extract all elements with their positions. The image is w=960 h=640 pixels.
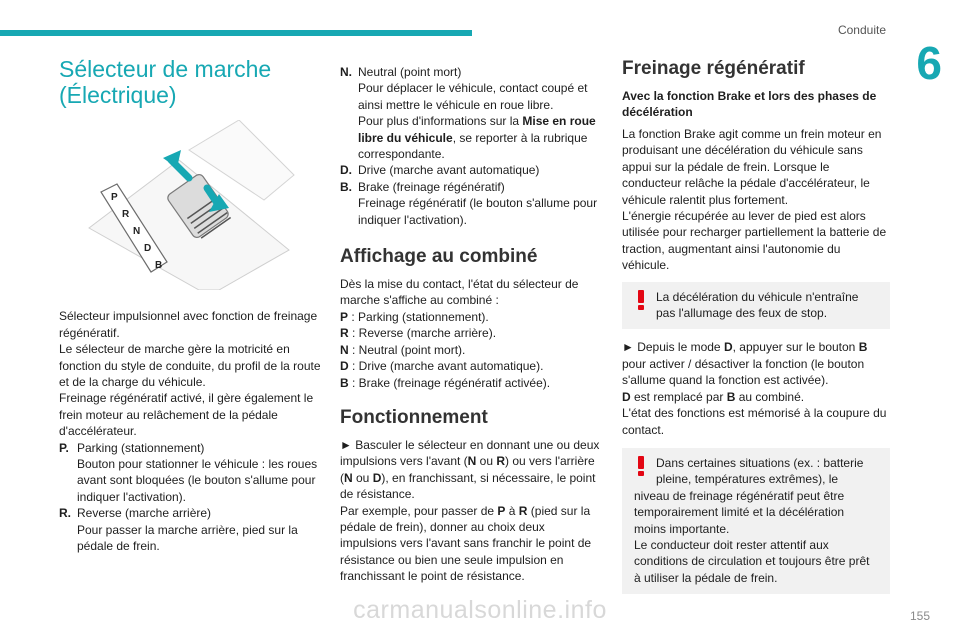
figure-letter-b: B — [155, 260, 163, 271]
display-intro: Dès la mise du contact, l'état du sélecteur de marche s'affiche au combiné : — [340, 277, 579, 308]
regen-paragraph-1: La fonction Brake agit comme un frein moteur en produisant une décélération du véhicule sans appui sur la pédale de frein. Lorsque le conducteur relâche la pédale d'accélérateur, le véhicule ralentit plus fortement. — [622, 127, 882, 207]
definition-desc: Pour passer la marche arrière, pied sur la pédale de frein. — [77, 522, 298, 554]
definition-n — [340, 64, 604, 162]
section-name: Conduite — [837, 23, 886, 37]
definition-d — [340, 162, 604, 178]
regen-memory: L'état des fonctions est mémorisé à la coupure du contact. — [622, 406, 887, 437]
definition-key: P. — [59, 440, 69, 455]
section-heading-regen: Freinage régénératif — [622, 58, 805, 79]
warning-note-2 — [622, 448, 890, 594]
section-heading-operation: Fonctionnement — [340, 406, 488, 428]
page-title-line2: (Électrique) — [59, 82, 177, 108]
definition-p — [59, 440, 321, 506]
figure-letter-n: N — [133, 226, 141, 237]
display-item-p: P : Parking (stationnement). — [340, 309, 489, 324]
page-title — [59, 56, 321, 108]
definition-r — [59, 505, 321, 554]
definition-key: N. — [340, 65, 352, 79]
display-item-d: D : Drive (marche avant automatique). — [340, 359, 544, 374]
warning-text-attention: Le conducteur doit rester attentif aux conditions de circulation et toujours être prêt à utiliser la pédale de frein. — [634, 537, 870, 585]
operation-example: Par exemple, pour passer de P à R (pied sur la pédale de frein), donner au choix deux impulsions vers l'avant sans franchir le point de résistance ou bien une seule impulsion en franchissant le point de résistance. — [340, 503, 592, 584]
definition-desc: Freinage régénératif (le bouton s'allume pour indiquer l'activation). — [358, 196, 598, 227]
gear-selector-illustration — [59, 120, 321, 290]
warning-text-first: pleine, températures extrêmes), le — [656, 472, 839, 487]
figure-letter-d: D — [144, 243, 152, 254]
column-1 — [59, 56, 321, 555]
definition-name: Brake (freinage régénératif) — [358, 179, 505, 194]
figure-letter-p: P — [111, 192, 118, 203]
definition-b — [340, 179, 604, 228]
warning-text: La décélération du véhicule n'entraîne pas l'allumage des feux de stop. — [656, 289, 859, 321]
definition-key: D. — [340, 163, 352, 178]
definition-desc: Bouton pour stationner le véhicule : les roues avant sont bloquées (le bouton s'allume pour indiquer l'activation). — [77, 457, 318, 504]
page-title-line1: Sélecteur de marche — [59, 56, 272, 82]
definition-name: Reverse (marche arrière) — [77, 506, 212, 521]
intro-3: Freinage régénératif activé, il gère également le frein moteur au relâchement de la pédale d'accélérateur. — [59, 391, 314, 439]
warning-exclamation-icon — [634, 455, 648, 477]
figure-letter-r: R — [122, 209, 130, 220]
display-item-n: N : Neutral (point mort). — [340, 342, 466, 357]
definition-key: B. — [340, 179, 352, 194]
warning-exclamation-icon — [634, 289, 648, 311]
chapter-number: 6 — [916, 37, 942, 89]
intro-1: Sélecteur impulsionnel avec fonction de freinage régénératif. — [59, 309, 318, 340]
warning-text-rest: niveau de freinage régénératif peut être temporairement limité et la décélération moins importante. — [634, 488, 845, 536]
definition-desc: Pour déplacer le véhicule, contact coupé et ainsi mettre le véhicule en roue libre. — [358, 81, 588, 112]
display-item-r: R : Reverse (marche arrière). — [340, 326, 497, 341]
column-2 — [340, 64, 604, 585]
definition-name: Neutral (point mort) — [358, 65, 462, 79]
display-item-b: B : Brake (freinage régénératif activée). — [340, 375, 551, 390]
page-number: 155 — [909, 609, 930, 623]
ref-link-text: Mise en roue libre du véhicule — [358, 114, 596, 145]
watermark: carmanualsonline.info — [353, 596, 607, 624]
warning-text-lead: Dans certaines situations (ex. : batterie — [656, 455, 864, 470]
regen-replacement: D est remplacé par B au combiné. — [622, 389, 805, 404]
header-accent-bar — [0, 30, 472, 36]
regen-paragraph-2: L'énergie récupérée au lever de pied est alors utilisée pour recharger partiellement la batterie de traction, augmentant ainsi l'autonomie du véhicule. — [622, 209, 887, 273]
definition-name: Drive (marche avant automatique) — [358, 163, 540, 178]
regen-step: ► Depuis le mode D, appuyer sur le bouton B pour activer / désactiver la fonction (le bouton s'allume quand la fonction est activée). — [622, 340, 868, 388]
ref-pre: Pour plus d'informations sur la — [358, 114, 523, 129]
definition-key: R. — [59, 506, 71, 521]
subheading-regen: Avec la fonction Brake et lors des phases de décélération — [622, 89, 877, 119]
section-heading-display: Affichage au combiné — [340, 246, 538, 268]
operation-step: ► Basculer le sélecteur en donnant une ou deux impulsions vers l'avant (N ou R) ou vers l'arrière (N ou D), en franchissant, si nécessaire, le point de résistance. — [340, 437, 600, 502]
ref-post: , se reporter à la rubrique correspondante. — [358, 130, 588, 162]
intro-2: Le sélecteur de marche gère la motricité en fonction du style de conduite, du profil de la route et de la charge du véhicule. — [59, 342, 321, 390]
definition-name: Parking (stationnement) — [77, 440, 205, 455]
warning-note-1 — [622, 282, 890, 330]
column-3 — [622, 56, 890, 604]
